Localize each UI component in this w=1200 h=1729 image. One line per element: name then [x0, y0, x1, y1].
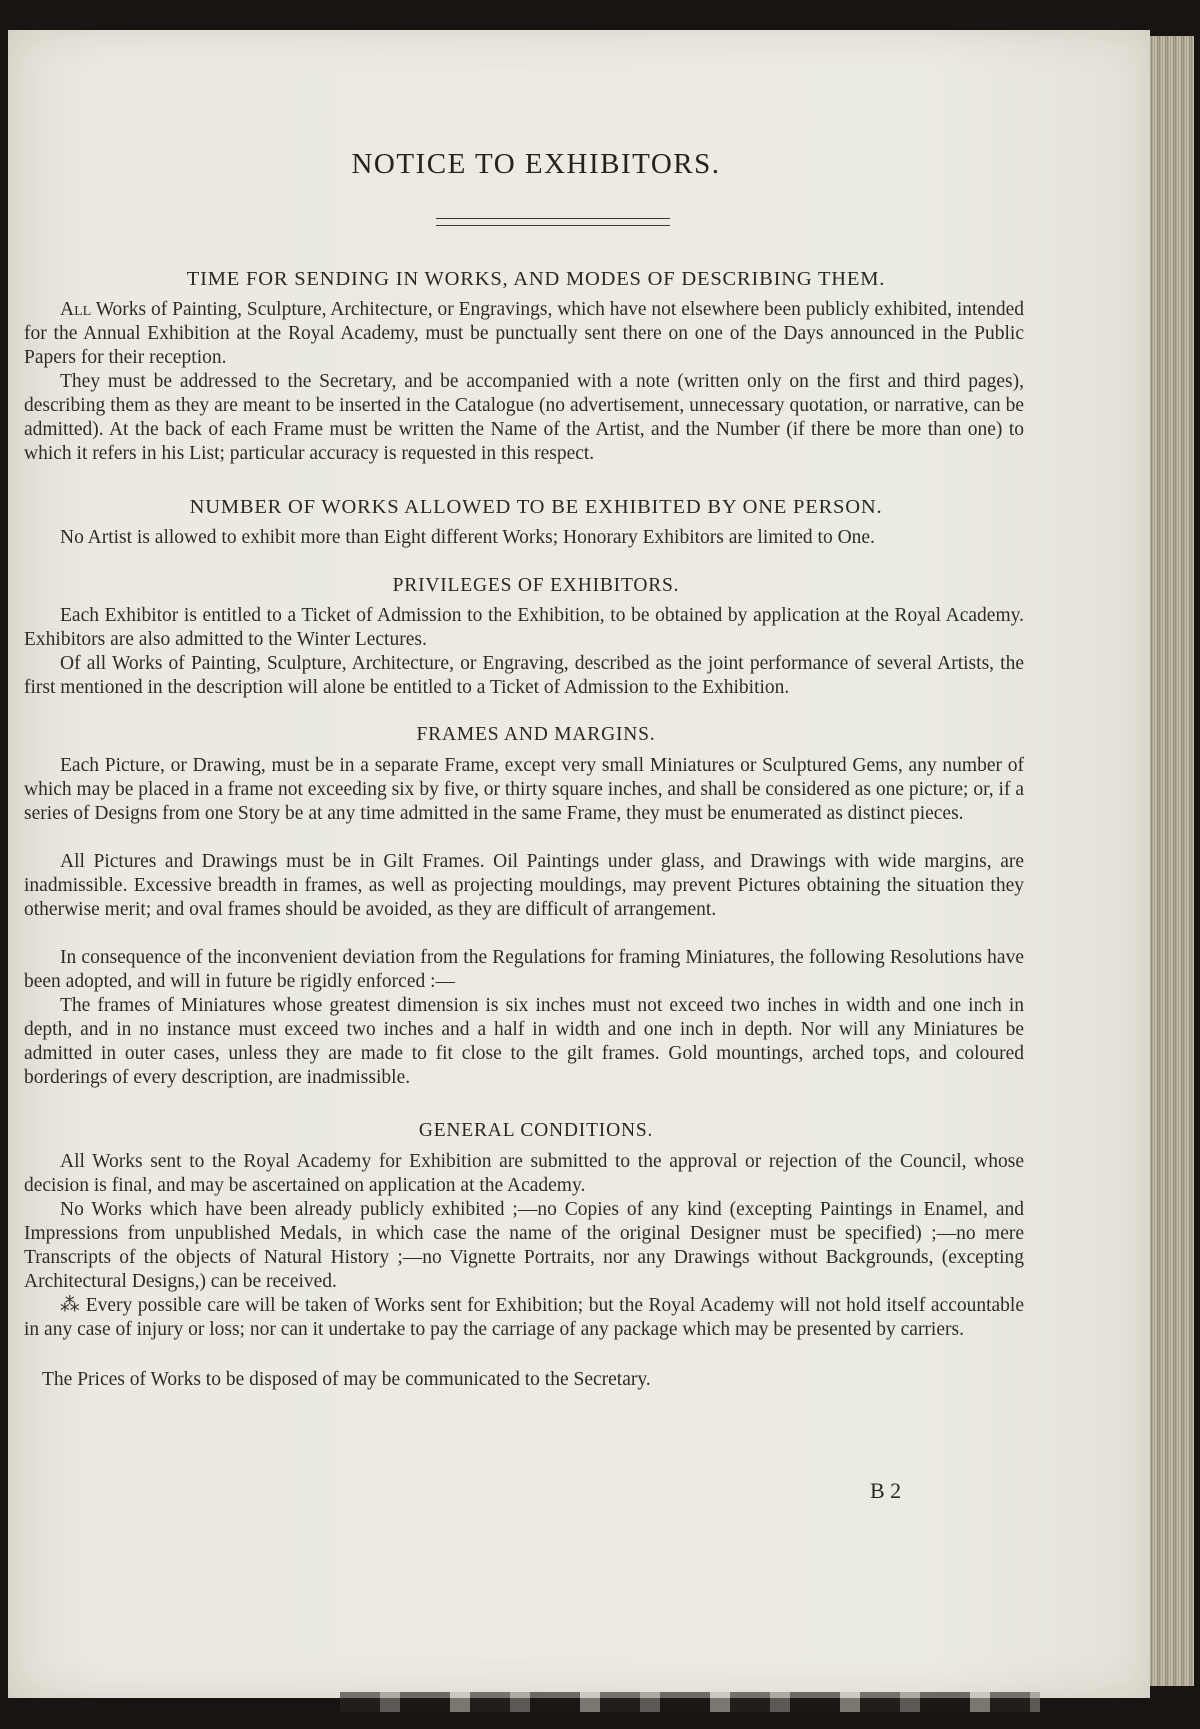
paragraph-frames-3: In consequence of the inconvenient deviation from the Regulations for framing Miniatures, the following Resolutions have been adopted, and will in future be rigidly enforced :—	[24, 947, 1024, 992]
section-heading-number: NUMBER OF WORKS ALLOWED TO BE EXHIBITED BY ONE PERSON.	[189, 496, 883, 518]
paragraph-sending-1: All Works of Painting, Sculpture, Architecture, or Engravings, which have not elsewhere been publicly exhibited, intended for the Annual Exhibition at the Royal Academy, must be punctually sent there on one of the Days announced in the Public Papers for their reception.	[24, 299, 1024, 368]
section-heading-general: GENERAL CONDITIONS.	[418, 1120, 654, 1141]
paragraph-number-1: No Artist is allowed to exhibit more than Eight different Works; Honorary Exhibitors are limited to One.	[60, 527, 875, 548]
paragraph-privileges-1: Each Exhibitor is entitled to a Ticket of Admission to the Exhibition, to be obtained by application at the Royal Academy. Exhibitors are also admitted to the Winter Lectures.	[24, 605, 1024, 650]
paragraph-general-4: The Prices of Works to be disposed of may be communicated to the Secretary.	[42, 1369, 651, 1390]
section-heading-privileges: PRIVILEGES OF EXHIBITORS.	[392, 575, 680, 596]
title-rule	[436, 218, 670, 226]
paragraph-general-1: All Works sent to the Royal Academy for Exhibition are submitted to the approval or rejection of the Council, whose decision is final, and may be ascertained on application at the Academy.	[24, 1151, 1024, 1196]
section-heading-sending: TIME FOR SENDING IN WORKS, AND MODES OF DESCRIBING THEM.	[186, 268, 886, 290]
folio-signature: B 2	[870, 1478, 902, 1503]
section-heading-frames: FRAMES AND MARGINS.	[416, 724, 656, 745]
paragraph-general-3: ⁂ Every possible care will be taken of Works sent for Exhibition; but the Royal Academy will not hold itself accountable in any case of injury or loss; nor can it undertake to pay the carriage of any package which may be presented by carriers.	[24, 1295, 1024, 1340]
paragraph-general-2: No Works which have been already publicly exhibited ;—no Copies of any kind (excepting Paintings in Enamel, and Impressions from unpublished Medals, in which case the name of the original Designer must be specified) ;—no mere Transcripts of the objects of Natural History ;—no Vignette Portraits, nor any Drawings without Backgrounds, (excepting Architectural Designs,) can be received.	[24, 1199, 1024, 1292]
paragraph-frames-2: All Pictures and Drawings must be in Gilt Frames. Oil Paintings under glass, and Drawings with wide margins, are inadmissible. Excessive breadth in frames, as well as projecting mouldings, may prevent Pictures obtaining the situation they otherwise merit; and oval frames should be avoided, as they are difficult of arrangement.	[24, 851, 1024, 920]
paragraph-frames-4: The frames of Miniatures whose greatest dimension is six inches must not exceed two inches in width and one inch in depth, and in no instance must exceed two inches and a half in width and one inch in depth. Nor will any Miniatures be admitted in outer cases, unless they are made to fit close to the gilt frames. Gold mountings, arched tops, and coloured borderings of every description, are inadmissible.	[24, 995, 1024, 1088]
paragraph-sending-2: They must be addressed to the Secretary, and be accompanied with a note (written only on the first and third pages), describing them as they are meant to be inserted in the Catalogue (no advertisement, unnecessary quotation, or narrative, can be admitted). At the back of each Frame must be written the Name of the Artist, and the Number (if there be more than one) to which it refers in his List; particular accuracy is requested in this respect.	[24, 371, 1024, 464]
paragraph-privileges-2: Of all Works of Painting, Sculpture, Architecture, or Engraving, described as the joint performance of several Artists, the first mentioned in the description will alone be entitled to a Ticket of Admission to the Exhibition.	[24, 653, 1024, 698]
paragraph-frames-1: Each Picture, or Drawing, must be in a separate Frame, except very small Miniatures or Sculptured Gems, any number of which may be placed in a frame not exceeding six by five, or thirty square inches, and shall be considered as one picture; or, if a series of Designs from one Story be at any time admitted in the same Frame, they must be enumerated as distinct pieces.	[24, 755, 1024, 824]
binding-strip	[340, 1692, 1040, 1712]
page-title: NOTICE TO EXHIBITORS.	[351, 148, 721, 180]
lead-word: All	[60, 299, 92, 320]
page-edges	[1150, 36, 1194, 1686]
